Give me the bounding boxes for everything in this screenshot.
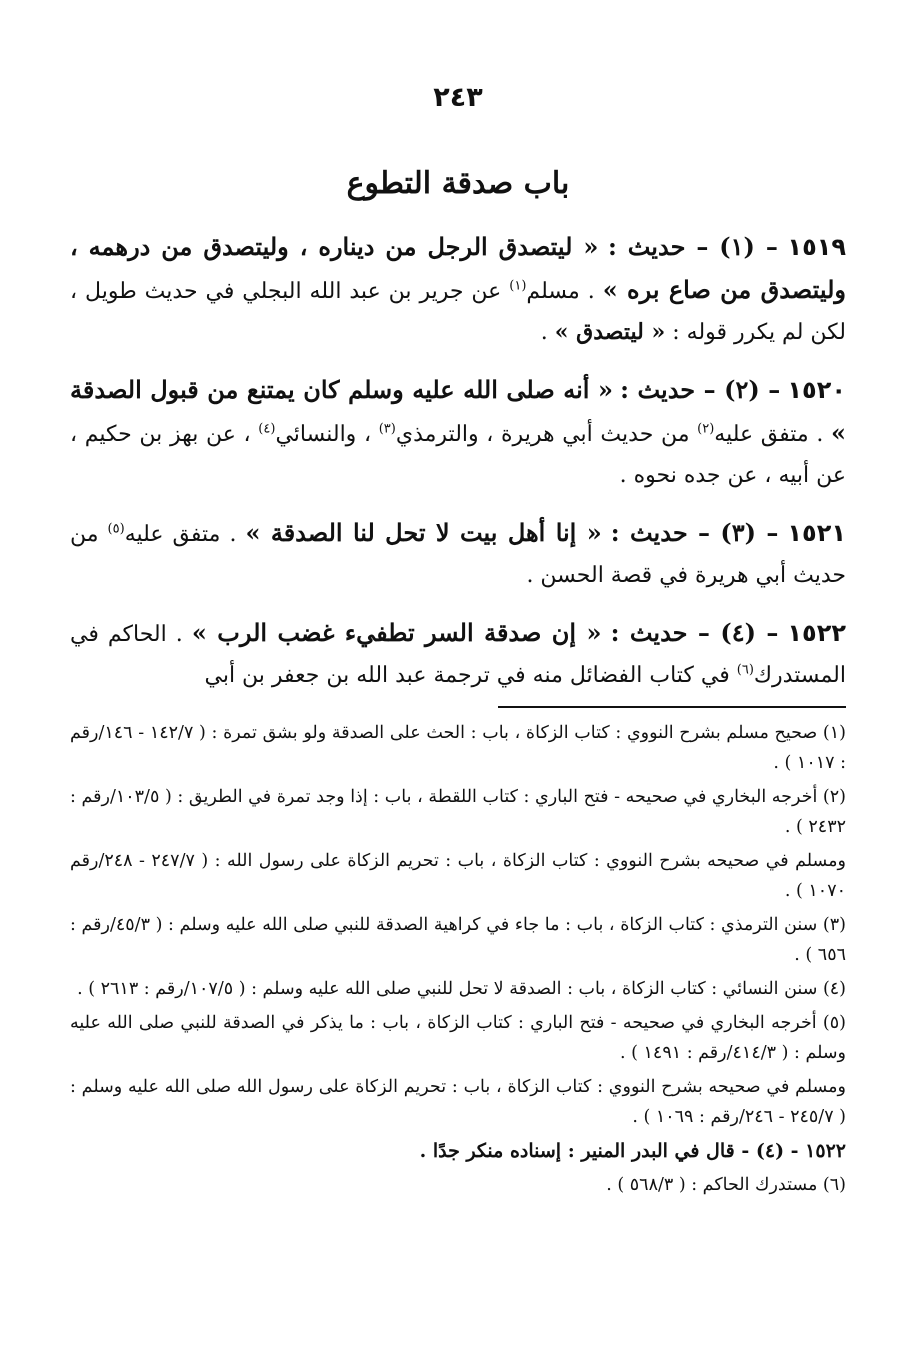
hadith-quote: « ليتصدق الرجل من ديناره ، وليتصدق من درهمه ، وليتصدق من صاع بره » bbox=[70, 232, 847, 304]
hadith-quote: « إنا أهل بيت لا تحل لنا الصدقة » bbox=[245, 518, 602, 547]
footnote-3: (٣) سنن الترمذي : كتاب الزكاة ، باب : ما جاء في كراهية الصدقة للنبي صلى الله عليه وسلم : ( ٤٥/٣/رقم : ٦٥٦ ) . bbox=[70, 915, 846, 965]
page-number: ٢٤٣ bbox=[433, 82, 483, 113]
footnote-ref: (١) bbox=[509, 278, 527, 294]
footnote-6: (٦) مستدرك الحاكم : ( ٥٦٨/٣ ) . bbox=[606, 1175, 846, 1195]
hadith-text: . الحاكم في المستدرك bbox=[70, 622, 846, 688]
hadith-text: من حديث أبي هريرة في قصة الحسن . bbox=[70, 522, 846, 588]
hadith-text: ، والنسائي bbox=[275, 422, 372, 447]
footnote-2-continued: ومسلم في صحيحه بشرح النووي : كتاب الزكاة ، باب : تحريم الزكاة على رسول الله : ( ٢٤٧/٧ - ٢٤٨/رقم ١٠٧٠ ) . bbox=[70, 851, 846, 901]
hadith-quote: « إن صدقة السر تطفيء غضب الرب » bbox=[191, 618, 602, 647]
footnote-5: (٥) أخرجه البخاري في صحيحه - فتح الباري : كتاب الزكاة ، باب : ما يذكر في الصدقة للنبي صلى الله عليه وسلم : ( ٤١٤/٣/رقم : ١٤٩١ ) . bbox=[70, 1013, 846, 1063]
hadith-text: . bbox=[540, 320, 548, 345]
footnote-ref: (٥) bbox=[107, 521, 125, 537]
hadith-text: . متفق عليه bbox=[124, 522, 237, 547]
hadith-label: – (١) – حديث : bbox=[607, 232, 778, 261]
hadith-1521 bbox=[70, 512, 846, 596]
main-text bbox=[70, 226, 846, 712]
footnote-note-1522: ١٥٢٢ - (٤) - قال في البدر المنير : إسناده منكر جدًا . bbox=[419, 1140, 846, 1162]
hadith-text: من حديث أبي هريرة ، والترمذي bbox=[395, 422, 690, 447]
hadith-label: – (٢) – حديث : bbox=[620, 375, 781, 404]
hadith-text: . مسلم bbox=[526, 279, 595, 304]
footnote-ref: (٦) bbox=[736, 662, 754, 678]
hadith-1520 bbox=[70, 369, 846, 496]
chapter-title: باب صدقة التطوع bbox=[346, 166, 570, 201]
hadith-text: في كتاب الفضائل منه في ترجمة عبد الله بن جعفر بن أبي bbox=[204, 663, 730, 688]
hadith-number: ١٥٢٠ bbox=[787, 376, 846, 404]
footnote-5-continued: ومسلم في صحيحه بشرح النووي : كتاب الزكاة ، باب : تحريم الزكاة على رسول الله صلى الله عليه وسلم : ( ٢٤٥/٧ - ٢٤٦/رقم : ١٠٦٩ ) . bbox=[70, 1077, 846, 1127]
hadith-number: ١٥٢١ bbox=[787, 519, 846, 547]
footnote-ref: (٤) bbox=[258, 421, 276, 437]
hadith-1519 bbox=[70, 226, 846, 353]
footnote-2: (٢) أخرجه البخاري في صحيحه - فتح الباري : كتاب اللقطة ، باب : إذا وجد تمرة في الطريق : ( ١٠٣/٥/رقم : ٢٤٣٢ ) . bbox=[70, 787, 846, 837]
footnote-ref: (٣) bbox=[378, 421, 396, 437]
hadith-label: – (٣) – حديث : bbox=[610, 518, 779, 547]
footnote-1: (١) صحيح مسلم بشرح النووي : كتاب الزكاة ، باب : الحث على الصدقة ولو بشق تمرة : ( ١٤٢/٧ - ١٤٦/رقم : ١٠١٧ ) . bbox=[70, 723, 846, 773]
footnote-divider bbox=[498, 706, 846, 708]
hadith-number: ١٥١٩ bbox=[787, 233, 847, 261]
hadith-label: – (٤) – حديث : bbox=[610, 618, 779, 647]
footnote-4: (٤) سنن النسائي : كتاب الزكاة ، باب : الصدقة لا تحل للنبي صلى الله عليه وسلم : ( ١٠٧/٥/رقم : ٢٦١٣ ) . bbox=[77, 979, 846, 999]
hadith-1522 bbox=[70, 612, 846, 696]
footnote-ref: (٢) bbox=[697, 421, 715, 437]
hadith-text: عن جرير بن عبد الله البجلي في حديث طويل ، لكن لم يكرر قوله : bbox=[70, 279, 846, 345]
hadith-number: ١٥٢٢ bbox=[787, 619, 846, 647]
hadith-text: . متفق عليه bbox=[714, 422, 824, 447]
footnotes bbox=[70, 718, 846, 1204]
hadith-text: ، عن بهز بن حكيم ، عن أبيه ، عن جده نحوه . bbox=[70, 422, 846, 488]
hadith-quote: « أنه صلى الله عليه وسلم كان يمتنع من قبول الصدقة » bbox=[70, 375, 846, 447]
hadith-quote: « ليتصدق » bbox=[554, 319, 666, 345]
